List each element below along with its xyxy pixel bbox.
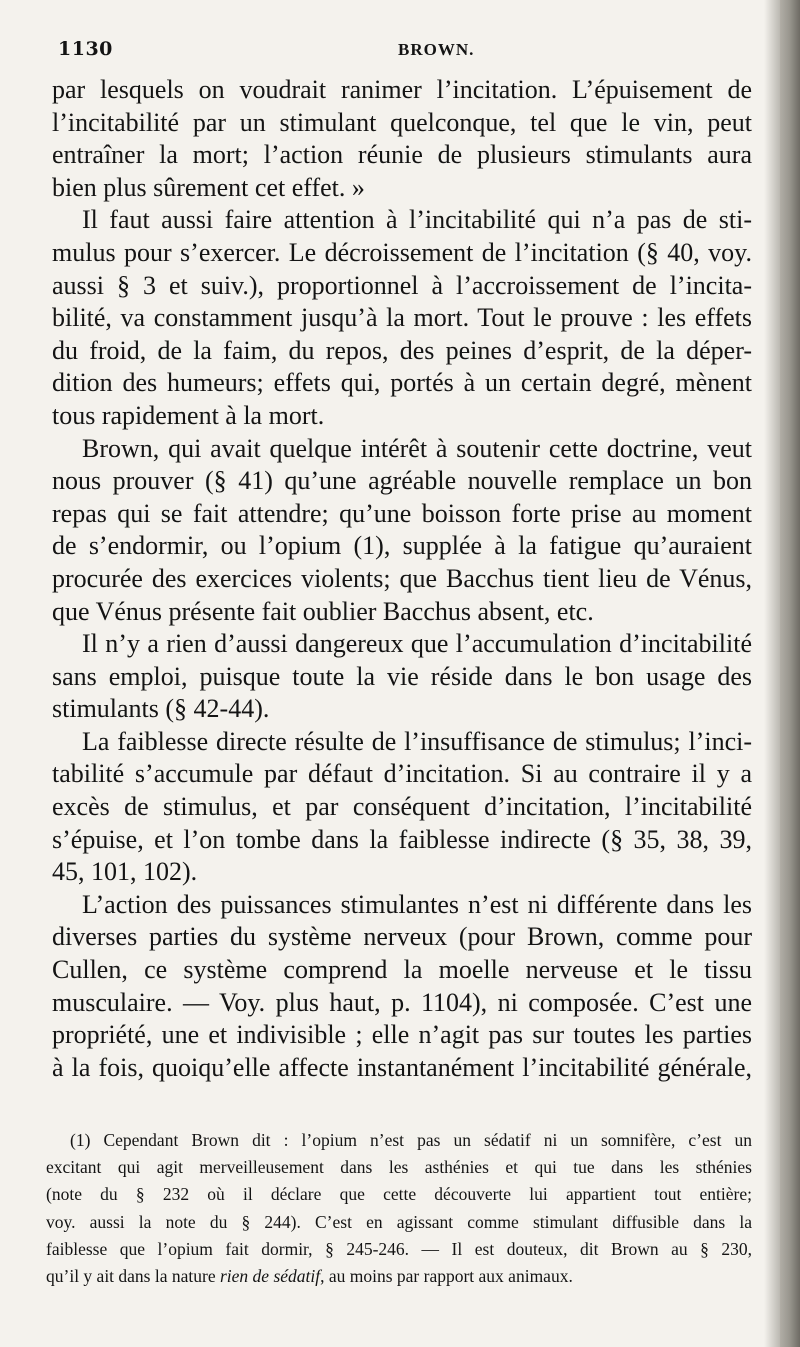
text-line: propriété, une et indivisible ; elle n’agit pas sur toutes les parties — [52, 1020, 752, 1050]
text-line: l’incitabilité par un stimulant quelconque, tel que le vin, peut — [52, 107, 752, 137]
text-line: du froid, de la faim, du repos, des peines d’esprit, de la déper- — [52, 335, 752, 365]
footnote-line: (1) Cependant Brown dit : l’opium n’est pas un sédatif ni un somnifère, c’est un — [70, 1130, 752, 1150]
footnote-italic-text: rien de sédatif — [219, 1266, 321, 1287]
text-line: bien plus sûrement cet effet. » — [52, 172, 365, 202]
text-line: de s’endormir, ou l’opium (1), supplée à la fatigue qu’auraient — [52, 531, 752, 561]
text-line: dition des humeurs; effets qui, portés à un certain degré, mènent — [52, 368, 752, 398]
text-line: entraîner la mort; l’action réunie de plusieurs stimulants aura — [52, 140, 752, 170]
text-line: procurée des exercices violents; que Bacchus tient lieu de Vénus, — [52, 563, 752, 593]
text-line: s’épuise, et l’on tombe dans la faiblesse indirecte (§ 35, 38, 39, — [52, 824, 752, 854]
text-line: repas qui se fait attendre; qu’une boisson forte prise au moment — [52, 498, 752, 528]
text-line: bilité, va constamment jusqu’à la mort. Tout le prouve : les effets — [52, 303, 752, 333]
page-number: 1130 — [58, 38, 113, 60]
text-line: diverses parties du système nerveux (pour Brown, comme pour — [52, 922, 752, 952]
text-line: par lesquels on voudrait ranimer l’incitation. L’épuisement de — [52, 75, 752, 104]
text-line: Brown, qui avait quelque intérêt à soutenir cette doctrine, veut — [82, 433, 752, 463]
footnote-line: faiblesse que l’opium fait dormir, § 245-246. — Il est douteux, dit Brown au § 230, — [46, 1238, 752, 1259]
text-line: nous prouver (§ 41) qu’une agréable nouvelle remplace un bon — [52, 466, 752, 496]
text-line: stimulants (§ 42-44). — [52, 694, 270, 724]
footnote-line — [46, 1263, 752, 1290]
text-line: La faiblesse directe résulte de l’insuffisance de stimulus; l’inci- — [82, 726, 752, 756]
footnote-text: , au moins par rapport aux animaux. — [320, 1266, 573, 1287]
text-line: à la fois, quoiqu’elle affecte instantanément l’incitabilité générale, — [52, 1052, 752, 1082]
page-header — [58, 38, 758, 68]
running-head: BROWN. — [398, 40, 475, 59]
text-line: 45, 101, 102). — [52, 857, 198, 887]
text-line: tabilité s’accumule par défaut d’incitation. Si au contraire il y a — [52, 759, 752, 789]
text-line: musculaire. — Voy. plus haut, p. 1104), ni composée. C’est une — [52, 987, 752, 1017]
text-line: tous rapidement à la mort. — [52, 400, 325, 430]
body-text — [52, 74, 752, 1084]
text-line: mulus pour s’exercer. Le décroissement de l’incitation (§ 40, voy. — [52, 237, 752, 267]
footnote — [46, 1127, 752, 1290]
text-line: L’action des puissances stimulantes n’est ni différente dans les — [82, 889, 752, 919]
text-line: Il n’y a rien d’aussi dangereux que l’accumulation d’incitabilité — [82, 629, 752, 659]
text-line: Il faut aussi faire attention à l’incitabilité qui n’a pas de sti- — [82, 205, 752, 235]
footnote-line: excitant qui agit merveilleusement dans les asthénies et qui tue dans les sthénies — [46, 1157, 752, 1178]
text-line: sans emploi, puisque toute la vie réside dans le bon usage des — [52, 661, 752, 691]
footnote-line: (note du § 232 où il déclare que cette découverte lui appartient tout entière; — [46, 1184, 752, 1205]
footnote-text: qu’il y ait dans la nature — [46, 1266, 220, 1287]
book-spine-shadow — [764, 0, 800, 1347]
text-line: que Vénus présente fait oublier Bacchus absent, etc. — [52, 596, 594, 626]
text-line: Cullen, ce système comprend la moelle nerveuse et le tissu — [52, 955, 752, 985]
text-line: aussi § 3 et suiv.), proportionnel à l’accroissement de l’incita- — [52, 270, 752, 300]
text-line: excès de stimulus, et par conséquent d’incitation, l’incitabilité — [52, 792, 752, 822]
footnote-line: voy. aussi la note du § 244). C’est en agissant comme stimulant diffusible dans la — [46, 1211, 752, 1232]
